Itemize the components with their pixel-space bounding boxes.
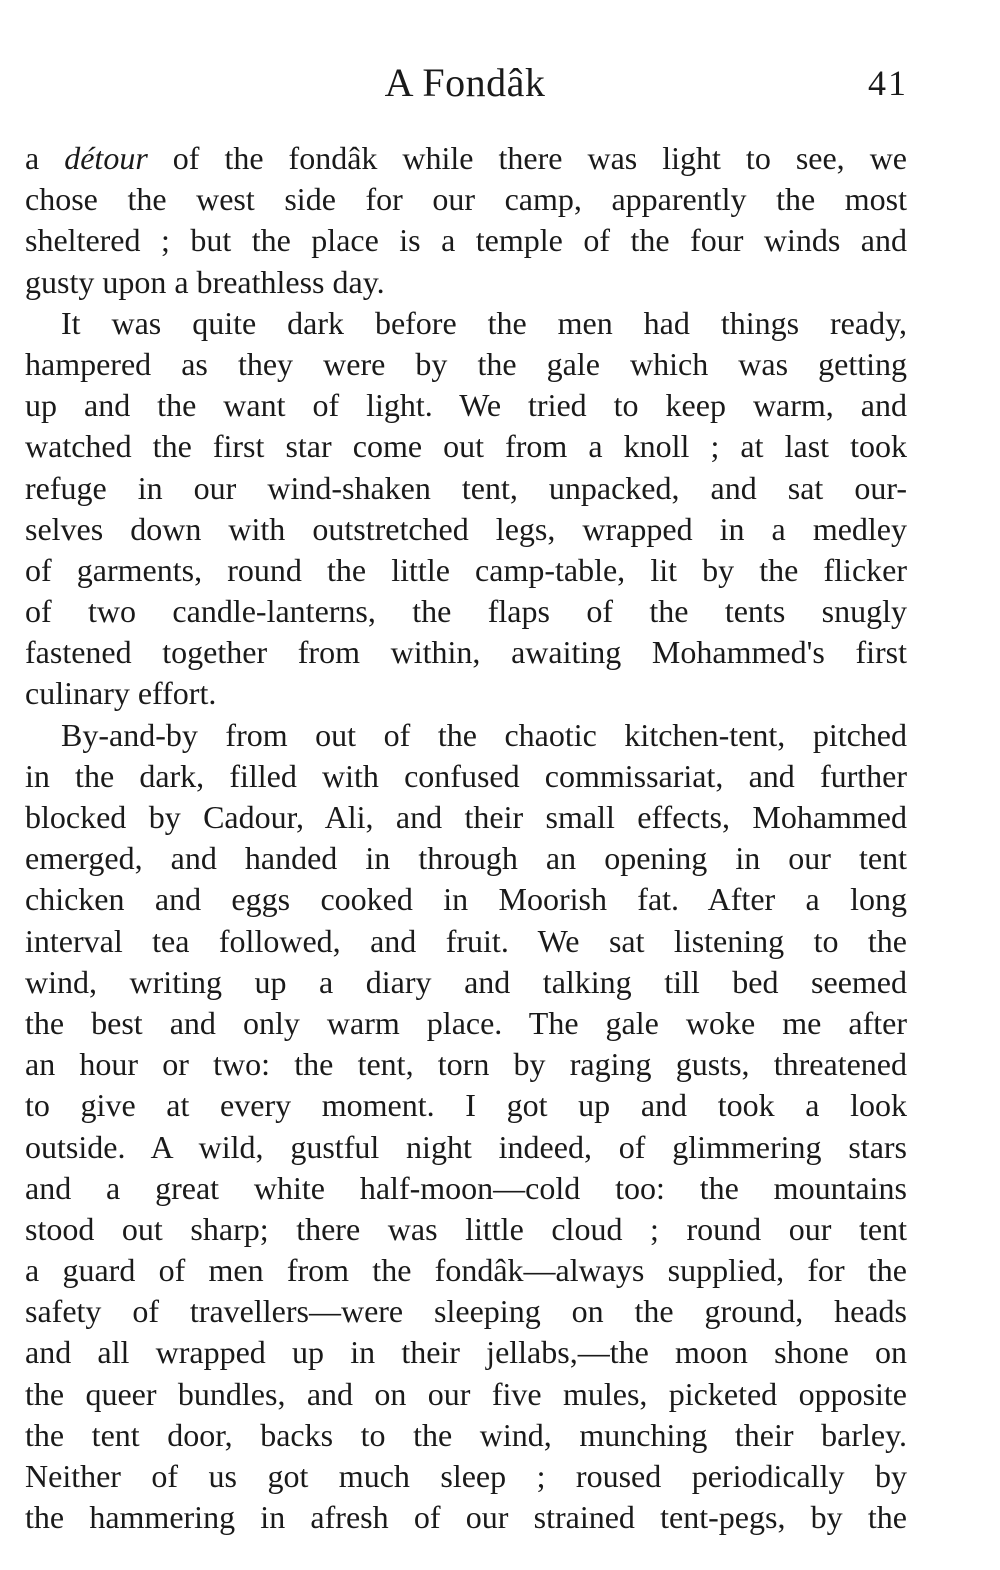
text-line: an hour or two: the tent, torn by raging gusts, threatened — [25, 1046, 907, 1083]
text-line: outside. A wild, gustful night indeed, of glimmering stars — [25, 1128, 907, 1165]
text-line: up and the want of light. We tried to keep warm, and — [25, 387, 907, 424]
text-line: the hammering in afresh of our strained tent-pegs, by the — [25, 1499, 907, 1536]
text-fragment: a — [25, 140, 65, 176]
italic-word: détour — [64, 140, 148, 176]
text-line: to give at every moment. I got up and took a look — [25, 1087, 907, 1124]
text-line: and all wrapped up in their jellabs,—the moon shone on — [25, 1334, 907, 1371]
text-line: in the dark, filled with confused commissariat, and further — [25, 757, 907, 794]
text-line: a guard of men from the fondâk—always supplied, for the — [25, 1252, 907, 1289]
text-line: hampered as they were by the gale which was getting — [25, 345, 907, 382]
text-line: wind, writing up a diary and talking till bed seemed — [25, 963, 907, 1000]
text-line: sheltered ; but the place is a temple of the four winds and — [25, 222, 907, 259]
text-line: selves down with outstretched legs, wrapped in a medley — [25, 510, 907, 547]
text-line — [25, 138, 907, 179]
page-number: 41 — [868, 63, 908, 103]
text-line: and a great white half-moon—cold too: the mountains — [25, 1169, 907, 1206]
text-line: It was quite dark before the men had things ready, — [61, 304, 907, 341]
text-line: the queer bundles, and on our five mules, picketed opposite — [25, 1375, 907, 1412]
text-line: fastened together from within, awaiting Mohammed's first — [25, 634, 907, 671]
body-text — [25, 138, 907, 1538]
text-line: blocked by Cadour, Ali, and their small effects, Mohammed — [25, 799, 907, 835]
text-line: culinary effort. — [25, 675, 217, 712]
text-line: of two candle-lanterns, the flaps of the tents snugly — [25, 593, 907, 630]
text-line: Neither of us got much sleep ; roused periodically by — [25, 1458, 907, 1494]
text-line: emerged, and handed in through an opening in our tent — [25, 840, 907, 877]
text-line: safety of travellers—were sleeping on the ground, heads — [25, 1293, 907, 1330]
running-head — [0, 58, 1000, 108]
text-line: interval tea followed, and fruit. We sat listening to the — [25, 922, 907, 959]
page-title: A Fondâk — [384, 60, 546, 105]
text-line: gusty upon a breathless day. — [25, 263, 385, 300]
text-line: refuge in our wind-shaken tent, unpacked, and sat our- — [25, 469, 907, 506]
text-line: By-and-by from out of the chaotic kitchen-tent, pitched — [61, 716, 907, 753]
text-line: chose the west side for our camp, apparently the most — [25, 181, 907, 218]
text-line: chicken and eggs cooked in Moorish fat. After a long — [25, 881, 907, 918]
text-line: the best and only warm place. The gale woke me after — [25, 1004, 907, 1041]
text-fragment: of the fondâk while there was light to see, we — [147, 140, 908, 176]
text-line: the tent door, backs to the wind, munching their barley. — [25, 1416, 907, 1453]
text-line: stood out sharp; there was little cloud ; round our tent — [25, 1210, 907, 1247]
text-line: watched the first star come out from a knoll ; at last took — [25, 428, 907, 465]
text-line: of garments, round the little camp-table, lit by the flicker — [25, 551, 907, 588]
